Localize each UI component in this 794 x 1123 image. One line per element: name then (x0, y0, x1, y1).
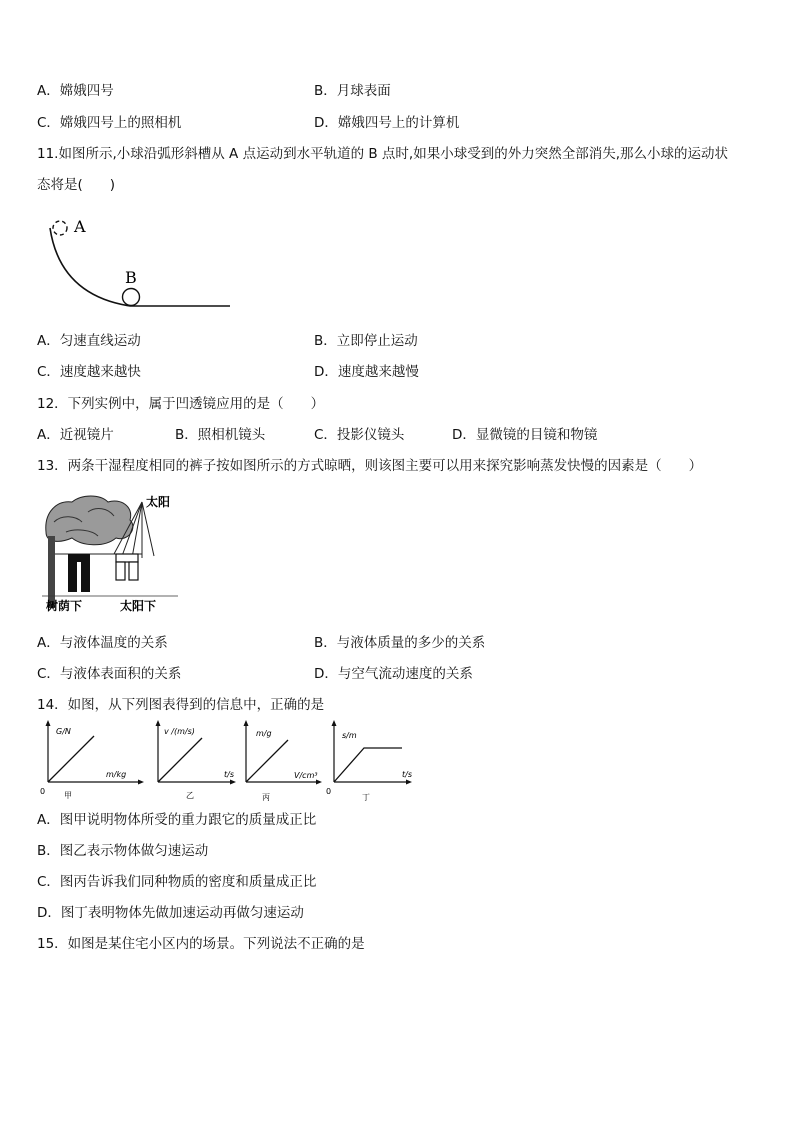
q13-option-a: A．与液体温度的关系 (37, 635, 168, 651)
q12-option-d: D．显微镜的目镜和物镜 (452, 427, 598, 443)
q14-stem: 14．如图，从下列图表得到的信息中，正确的是 (37, 697, 325, 713)
q13-option-d: D．与空气流动速度的关系 (314, 666, 473, 682)
graph-yi-ylabel: v /(m/s) (164, 727, 195, 736)
graph-jia-xlabel: m/kg (106, 770, 127, 779)
q12-option-b: B．照相机镜头 (175, 427, 266, 443)
graph-bing (244, 720, 323, 802)
graph-ding-origin: 0 (326, 787, 332, 796)
q12-stem: 12．下列实例中，属于凹透镜应用的是（ ） (37, 396, 325, 412)
sun-label: 太阳 (146, 495, 171, 509)
q11-figure-curved-track (40, 210, 240, 315)
q15-stem: 15．如图是某住宅小区内的场景。下列说法不正确的是 (37, 936, 365, 952)
q14-option-c: C．图丙告诉我们同种物质的密度和质量成正比 (37, 874, 317, 890)
graph-bing-caption: 丙 (262, 793, 270, 802)
q14-figure-graphs (36, 718, 416, 804)
graph-jia-origin: 0 (40, 787, 46, 796)
q10-option-a: A．嫦娥四号 (37, 83, 114, 99)
graph-bing-xlabel: V/cm³ (294, 771, 318, 780)
q10-option-d: D．嫦娥四号上的计算机 (314, 115, 460, 131)
graph-jia (40, 720, 144, 800)
ball-at-a (53, 221, 67, 235)
q14-option-d: D．图丁表明物体先做加速运动再做匀速运动 (37, 905, 304, 921)
graph-ding (326, 720, 412, 802)
q13-stem: 13．两条干湿程度相同的裤子按如图所示的方式晾晒，则该图主要可以用来探究影响蒸发快慢的因素是（ ） (37, 458, 703, 474)
graph-jia-ylabel: G/N (56, 727, 71, 736)
label-a: A (74, 217, 86, 236)
graph-ding-caption: 丁 (362, 793, 370, 802)
q13-figure-drying-pants (42, 492, 178, 616)
q14-option-a: A．图甲说明物体所受的重力跟它的质量成正比 (37, 812, 317, 828)
graph-yi-xlabel: t/s (224, 770, 234, 779)
q10-option-c: C．嫦娥四号上的照相机 (37, 115, 182, 131)
graph-jia-caption: 甲 (64, 791, 72, 800)
graph-ding-ylabel: s/m (342, 731, 357, 740)
q11-stem-line2: 态将是( ) (37, 177, 116, 193)
q10-option-b: B．月球表面 (314, 83, 391, 99)
q11-option-d: D．速度越来越慢 (314, 364, 419, 380)
graph-yi-caption: 乙 (186, 791, 194, 800)
q12-option-a: A．近视镜片 (37, 427, 114, 443)
label-b: B (125, 268, 137, 287)
q13-option-b: B．与液体质量的多少的关系 (314, 635, 486, 651)
graph-ding-xlabel: t/s (402, 770, 412, 779)
q12-option-c: C．投影仪镜头 (314, 427, 405, 443)
caption-sun: 太阳下 (120, 599, 157, 613)
q11-stem-line1: 11.如图所示,小球沿弧形斜槽从 A 点运动到水平轨道的 B 点时,如果小球受到的外力突然全部消失,那么小球的运动状 (37, 146, 729, 162)
q11-option-c: C．速度越来越快 (37, 364, 141, 380)
q11-option-b: B．立即停止运动 (314, 333, 418, 349)
graph-yi (156, 720, 237, 800)
ball-at-b (123, 289, 140, 306)
graph-bing-ylabel: m/g (256, 729, 272, 738)
q13-option-c: C．与液体表面积的关系 (37, 666, 182, 682)
caption-shade: 树荫下 (46, 599, 83, 613)
q11-option-a: A．匀速直线运动 (37, 333, 141, 349)
q14-option-b: B．图乙表示物体做匀速运动 (37, 843, 209, 859)
